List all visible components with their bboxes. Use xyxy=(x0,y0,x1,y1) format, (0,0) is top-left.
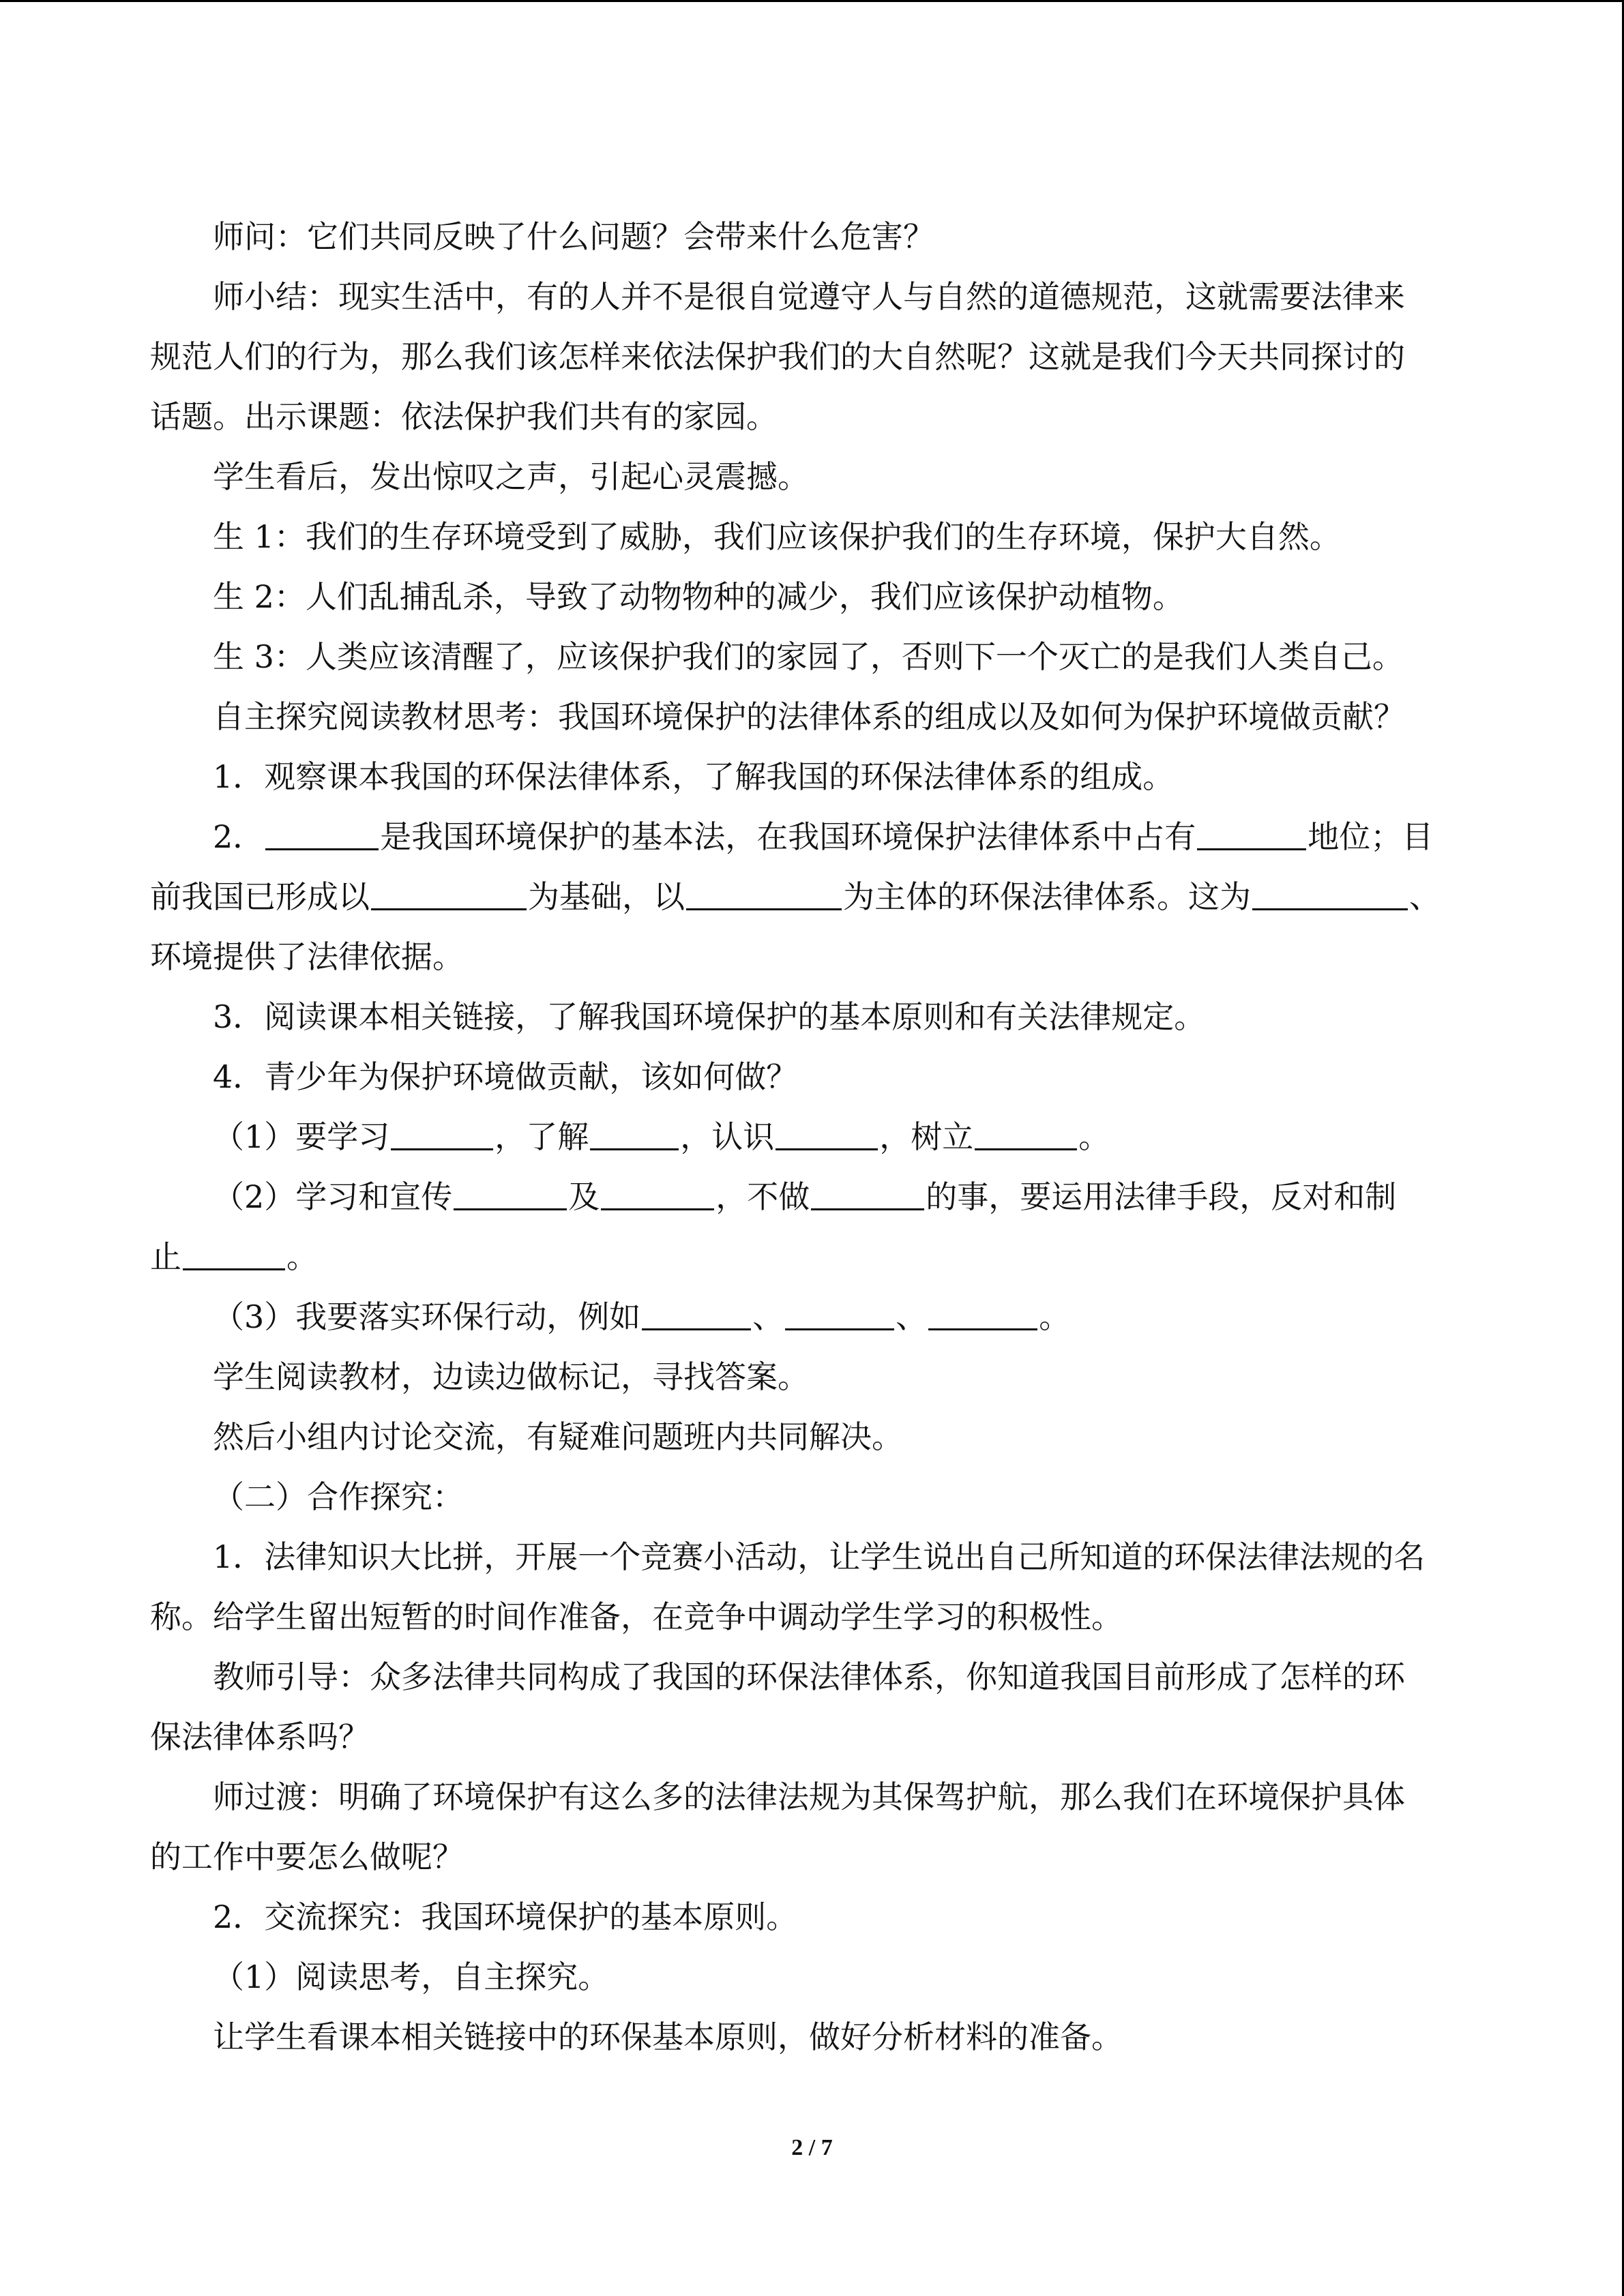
paragraph-line: 话题。出示课题：依法保护我们共有的家园。 xyxy=(150,398,778,435)
answer-blank[interactable] xyxy=(183,1241,285,1270)
paragraph-line: 自主探究阅读教材思考：我国环境保护的法律体系的组成以及如何为保护环境做贡献？ xyxy=(213,698,1405,735)
paragraph-line: 的工作中要怎么做呢？ xyxy=(150,1838,464,1875)
paragraph-line: 学生看后，发出惊叹之声，引起心灵震撼。 xyxy=(213,458,809,495)
answer-blank[interactable] xyxy=(371,881,527,910)
text-segment: （1）要学习 xyxy=(213,1118,390,1155)
paragraph-line: 2．交流探究：我国环境保护的基本原则。 xyxy=(213,1898,798,1935)
answer-blank[interactable] xyxy=(975,1121,1077,1150)
answer-blank[interactable] xyxy=(811,1181,924,1210)
text-segment: 地位；目 xyxy=(1308,818,1434,855)
text-segment: 的事，要运用法律手段，反对和制 xyxy=(926,1178,1397,1215)
text-segment: （2）学习和宣传 xyxy=(213,1178,453,1215)
document-body xyxy=(150,207,1487,2067)
answer-blank[interactable] xyxy=(1252,881,1408,910)
answer-blank[interactable] xyxy=(928,1301,1037,1330)
answer-blank[interactable] xyxy=(265,821,379,850)
page-number: 2 / 7 xyxy=(791,2135,833,2160)
answer-blank[interactable] xyxy=(454,1181,567,1210)
text-segment: 止 xyxy=(150,1238,181,1275)
paragraph-line: 师问：它们共同反映了什么问题？会带来什么危害？ xyxy=(213,218,934,255)
answer-blank[interactable] xyxy=(642,1301,751,1330)
paragraph-line: 学生阅读教材，边读边做标记，寻找答案。 xyxy=(213,1358,809,1395)
text-segment: （3）我要落实环保行动，例如 xyxy=(213,1298,641,1335)
text-segment: ，树立 xyxy=(879,1118,974,1155)
paragraph-line: （1）阅读思考，自主探究。 xyxy=(213,1958,610,1995)
paragraph-line: 称。给学生留出短暂的时间作准备，在竞争中调动学生学习的积极性。 xyxy=(150,1598,1123,1635)
paragraph-line: 然后小组内讨论交流，有疑难问题班内共同解决。 xyxy=(213,1418,903,1455)
paragraph-line: 保法律体系吗？ xyxy=(150,1718,370,1755)
answer-blank[interactable] xyxy=(686,881,842,910)
text-segment: ，认识 xyxy=(680,1118,775,1155)
paragraph-line: 师过渡：明确了环境保护有这么多的法律法规为其保驾护航，那么我们在环境保护具体 xyxy=(213,1778,1405,1815)
paragraph-line: 1．法律知识大比拼，开展一个竞赛小活动，让学生说出自己所知道的环保法律法规的名 xyxy=(213,1538,1426,1575)
paragraph-line: 1．观察课本我国的环保法律体系，了解我国的环保法律体系的组成。 xyxy=(213,758,1175,795)
answer-blank[interactable] xyxy=(590,1121,679,1150)
paragraph-line: 教师引导：众多法律共同构成了我国的环保法律体系，你知道我国目前形成了怎样的环 xyxy=(213,1658,1405,1695)
text-segment: 2． xyxy=(213,818,265,855)
fill-in-line xyxy=(150,1107,1487,1167)
text-segment: 为基础，以 xyxy=(528,878,685,915)
answer-blank[interactable] xyxy=(601,1181,714,1210)
section-heading: （二）合作探究： xyxy=(213,1478,464,1515)
text-segment: ，了解 xyxy=(494,1118,589,1155)
text-segment: 及 xyxy=(568,1178,600,1215)
answer-blank[interactable] xyxy=(785,1301,894,1330)
fill-in-line xyxy=(150,807,1487,867)
paragraph-line: 让学生看课本相关链接中的环保基本原则，做好分析材料的准备。 xyxy=(213,2018,1123,2055)
fill-in-line xyxy=(150,1287,1487,1347)
fill-in-line xyxy=(150,1227,1487,1287)
text-segment: ，不做 xyxy=(715,1178,810,1215)
text-segment: 、 xyxy=(896,1298,928,1335)
answer-blank[interactable] xyxy=(776,1121,878,1150)
text-segment: 。 xyxy=(1078,1118,1110,1155)
paragraph-line: 环境提供了法律依据。 xyxy=(150,938,464,975)
text-segment: 、 xyxy=(1409,878,1441,915)
text-segment: 。 xyxy=(286,1238,318,1275)
paragraph-line: 规范人们的行为，那么我们该怎样来依法保护我们的大自然呢？这就是我们今天共同探讨的 xyxy=(150,338,1405,375)
answer-blank[interactable] xyxy=(391,1121,493,1150)
paragraph-line: 3．阅读课本相关链接，了解我国环境保护的基本原则和有关法律规定。 xyxy=(213,998,1206,1035)
paragraph-line: 4．青少年为保护环境做贡献，该如何做？ xyxy=(213,1058,798,1095)
text-segment: 是我国环境保护的基本法，在我国环境保护法律体系中占有 xyxy=(380,818,1196,855)
text-segment: 、 xyxy=(752,1298,784,1335)
answer-blank[interactable] xyxy=(1197,821,1306,850)
fill-in-line xyxy=(150,1167,1487,1227)
paragraph-line: 生 2：人们乱捕乱杀，导致了动物物种的减少，我们应该保护动植物。 xyxy=(213,578,1184,615)
text-segment: 为主体的环保法律体系。这为 xyxy=(843,878,1251,915)
text-segment: 。 xyxy=(1039,1298,1071,1335)
paragraph-line: 生 3：人类应该清醒了，应该保护我们的家园了，否则下一个灭亡的是我们人类自己。 xyxy=(213,638,1404,675)
paragraph-line: 师小结：现实生活中，有的人并不是很自觉遵守人与自然的道德规范，这就需要法律来 xyxy=(213,278,1405,315)
fill-in-line xyxy=(150,867,1487,927)
paragraph-line: 生 1：我们的生存环境受到了威胁，我们应该保护我们的生存环境，保护大自然。 xyxy=(213,518,1341,555)
text-segment: 前我国已形成以 xyxy=(150,878,370,915)
